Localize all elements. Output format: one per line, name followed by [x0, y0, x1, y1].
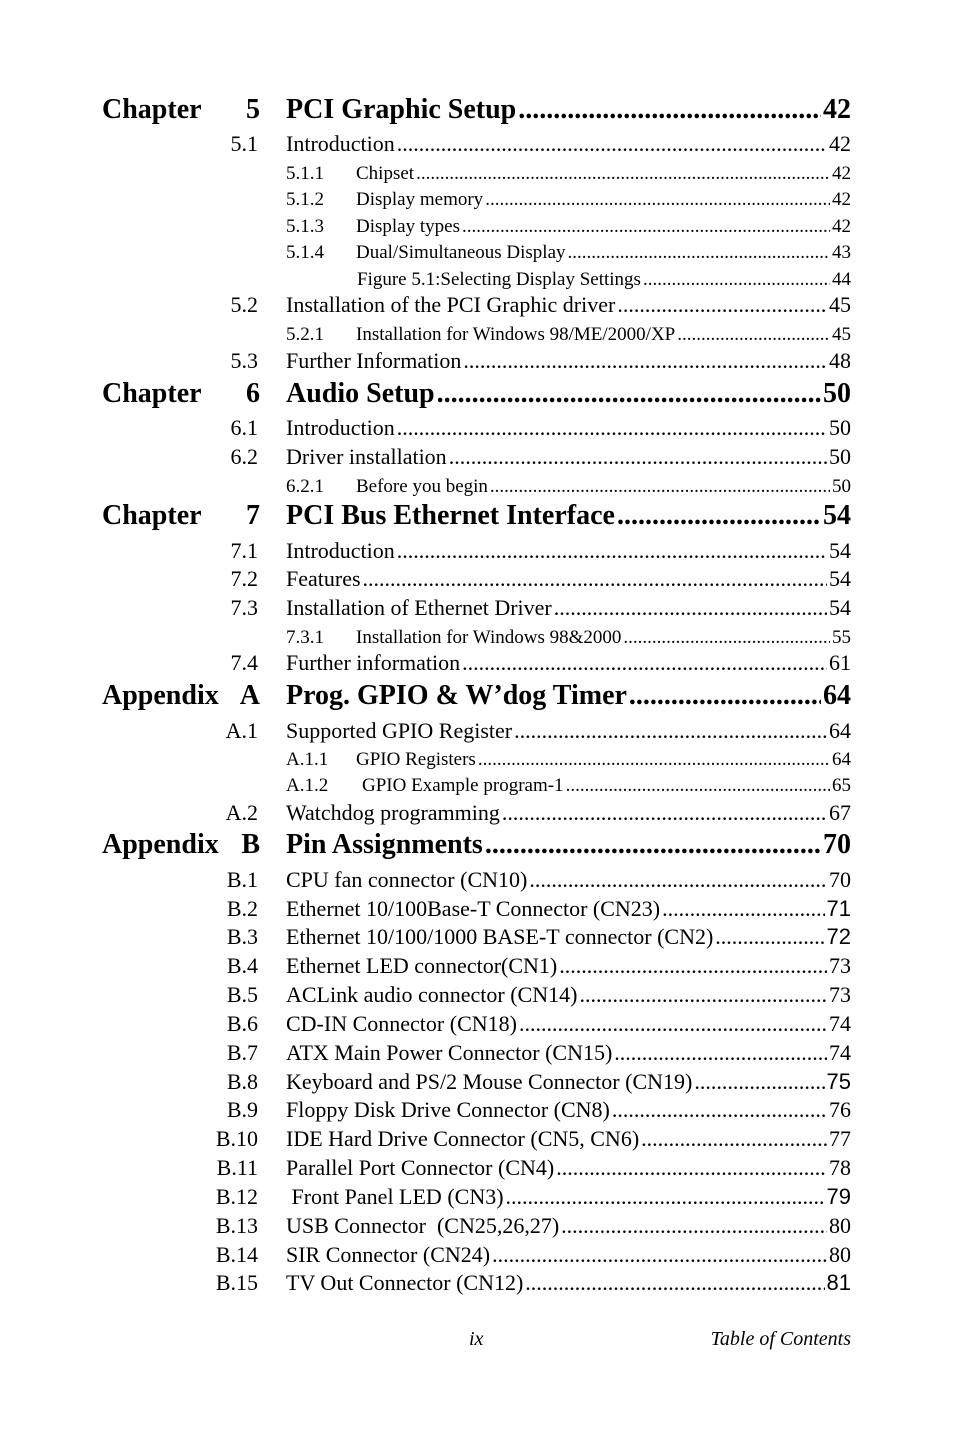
toc-entry-title: Features [286, 566, 361, 591]
toc-entry-number: B.6 [226, 1011, 258, 1036]
toc-entry-number: 5.2 [230, 292, 258, 317]
toc-page-number: 45 [829, 292, 851, 317]
toc-entry-title: ATX Main Power Connector (CN15) [286, 1040, 613, 1065]
toc-entry-number: 5.1.4 [286, 242, 324, 263]
toc-entry-number: B.2 [226, 896, 258, 921]
toc-entry-number: A.1.1 [286, 749, 329, 770]
toc-chapter-label: Chapter [102, 378, 202, 409]
toc-page-number: 42 [832, 163, 851, 184]
toc-page-number: 48 [829, 348, 851, 373]
toc-entry-title: Installation of the PCI Graphic driver [286, 292, 616, 317]
toc-entry-number: A.1.2 [286, 775, 329, 796]
toc-chapter-label: Appendix [102, 680, 219, 711]
toc-entry-number: 6.2 [230, 444, 258, 469]
toc-entry-title: Prog. GPIO & W’dog Timer [286, 680, 627, 711]
toc-entry-number: A.1 [225, 718, 258, 743]
toc-entry-title: Introduction [286, 415, 395, 440]
toc-page-number: 73 [829, 982, 851, 1007]
toc-entry-title: Further information [286, 650, 461, 675]
toc-entry-number: 7.3 [230, 595, 258, 620]
toc-entry-title: Introduction [286, 131, 395, 156]
toc-page-number: 42 [829, 131, 851, 156]
toc-page-number: 78 [829, 1155, 851, 1180]
toc-page-number: 75 [826, 1069, 851, 1094]
toc-page-number: 70 [829, 867, 851, 892]
toc-entry-number: B.13 [215, 1213, 258, 1238]
toc-entry-title: Floppy Disk Drive Connector (CN8) [286, 1097, 610, 1122]
toc-entry-number: B.7 [226, 1040, 258, 1065]
toc-entry-title: Installation for Windows 98/ME/2000/XP [356, 324, 676, 345]
toc-entry-title: Driver installation [286, 444, 447, 469]
toc-entry-title: GPIO Example program-1 [362, 775, 564, 796]
toc-entry-title: Dual/Simultaneous Display [356, 242, 566, 263]
toc-entry-title: CD-IN Connector (CN18) [286, 1011, 517, 1036]
toc-entry-number: 6.2.1 [286, 476, 324, 497]
toc-entry-number: B.3 [226, 924, 258, 949]
toc-entry-title: Ethernet 10/100Base-T Connector (CN23) [286, 896, 661, 921]
toc-page-number: 42 [832, 189, 851, 210]
toc-entry-title: Supported GPIO Register [286, 718, 513, 743]
toc-entry-title: SIR Connector (CN24) [286, 1242, 491, 1267]
toc-page-number: 54 [829, 566, 851, 591]
toc-entry-number: 7.3.1 [286, 627, 324, 648]
toc-page-number: 65 [832, 775, 851, 796]
toc-page-number: 54 [829, 538, 851, 563]
toc-chapter-label: Appendix [102, 829, 219, 860]
toc-entry-title: Before you begin [356, 476, 488, 497]
toc-entry-title: IDE Hard Drive Connector (CN5, CN6) [286, 1126, 640, 1151]
toc-page-number: 50 [829, 415, 851, 440]
toc-entry-number: B.5 [226, 982, 258, 1007]
toc-page-number: 79 [826, 1184, 851, 1209]
toc-page-number: 43 [832, 242, 851, 263]
toc-section-entry[interactable] [0, 786, 954, 826]
toc-entry-number: 6 [246, 378, 260, 409]
toc-entry-number: B.1 [226, 867, 258, 892]
toc-entry-number: 5 [246, 94, 260, 125]
toc-page-number: 74 [829, 1040, 851, 1065]
toc-page-number: 81 [826, 1270, 851, 1295]
toc-entry-title: Ethernet LED connector(CN1) [286, 953, 558, 978]
toc-section-entry[interactable] [0, 1256, 954, 1296]
toc-entry-title: Audio Setup [286, 378, 435, 409]
toc-entry-number: 5.1.1 [286, 163, 324, 184]
toc-page-number: 54 [823, 500, 851, 531]
toc-entry-number: 5.3 [230, 348, 258, 373]
toc-page-number: 42 [823, 94, 851, 125]
toc-page-number: 67 [829, 800, 851, 825]
toc-entry-title: Installation of Ethernet Driver [286, 595, 552, 620]
toc-entry-title: Installation for Windows 98&2000 [356, 627, 622, 648]
toc-entry-number: 5.1.2 [286, 189, 324, 210]
toc-entry-title: ACLink audio connector (CN14) [286, 982, 578, 1007]
toc-page-number: 64 [829, 718, 851, 743]
toc-page-number: 73 [829, 953, 851, 978]
toc-page-number: 80 [829, 1242, 851, 1267]
toc-entry-title: Display types [356, 216, 460, 237]
toc-entry-title: Front Panel LED (CN3) [286, 1184, 504, 1209]
toc-page-number: 70 [823, 829, 851, 860]
toc-page-number: 42 [832, 216, 851, 237]
toc-entry-title: Keyboard and PS/2 Mouse Connector (CN19) [286, 1069, 693, 1094]
toc-entry-title: Watchdog programming [286, 800, 500, 825]
toc-entry-title: Chipset [356, 163, 415, 184]
toc-page-number: 80 [829, 1213, 851, 1238]
toc-entry-title-line [286, 1270, 851, 1296]
toc-entry-number: 7.4 [230, 650, 258, 675]
toc-section-entry[interactable] [0, 334, 954, 374]
toc-section-entry[interactable] [0, 636, 954, 676]
toc-entry-number: B.10 [215, 1126, 258, 1151]
toc-entry-number: B.9 [226, 1097, 258, 1122]
dot-leader [525, 1270, 824, 1296]
toc-entry-number: 5.2.1 [286, 324, 324, 345]
toc-entry-number: 5.1.3 [286, 216, 324, 237]
toc-page-number: 64 [832, 749, 851, 770]
toc-entry-number: 7.2 [230, 566, 258, 591]
toc-page-number: 45 [832, 324, 851, 345]
toc-entry-title: TV Out Connector (CN12) [286, 1270, 524, 1295]
toc-entry-title: USB Connector (CN25,26,27) [286, 1213, 560, 1238]
toc-page-number: 76 [829, 1097, 851, 1122]
toc-entry-number: B [241, 829, 260, 860]
toc-page-number: 50 [832, 476, 851, 497]
toc-entry-title: Pin Assignments [286, 829, 483, 860]
toc-entry-title: PCI Bus Ethernet Interface [286, 500, 615, 531]
toc-page-number: 54 [829, 595, 851, 620]
toc-entry-title: Further Information [286, 348, 462, 373]
toc-entry-number: 7 [246, 500, 260, 531]
toc-entry-number: 6.1 [230, 415, 258, 440]
toc-page-number: 74 [829, 1011, 851, 1036]
footer-page-number: ix [469, 1328, 484, 1350]
toc-page-number: 55 [832, 627, 851, 648]
toc-page-number: 50 [829, 444, 851, 469]
toc-entry-title: GPIO Registers [356, 749, 476, 770]
toc-entry-number: A.2 [225, 800, 258, 825]
toc-entry-number: 7.1 [230, 538, 258, 563]
toc-entry-number: B.8 [226, 1069, 258, 1094]
toc-entry-title: Ethernet 10/100/1000 BASE-T connector (CN2) [286, 924, 714, 949]
toc-entry-number: B.4 [226, 953, 258, 978]
footer-section-title: Table of Contents [710, 1328, 851, 1350]
toc-page-number: 77 [829, 1126, 851, 1151]
toc-chapter-label: Chapter [102, 94, 202, 125]
toc-page-number: 72 [826, 924, 851, 949]
toc-entry-number: B.15 [215, 1270, 258, 1295]
toc-entry-number: 5.1 [230, 131, 258, 156]
toc-entry-title: Display memory [356, 189, 484, 210]
toc-entry-number: A [239, 680, 260, 711]
toc-entry-number: B.12 [215, 1184, 258, 1209]
toc-chapter-label: Chapter [102, 500, 202, 531]
toc-page-number: 61 [829, 650, 851, 675]
toc-page-number: 50 [823, 378, 851, 409]
toc-entry-title: PCI Graphic Setup [286, 94, 517, 125]
toc-entry-title: CPU fan connector (CN10) [286, 867, 528, 892]
toc-page-number: 71 [826, 896, 851, 921]
toc-entry-number: B.14 [215, 1242, 258, 1267]
toc-entry-title: Figure 5.1:Selecting Display Settings [357, 269, 641, 290]
toc-page-number: 64 [823, 680, 851, 711]
toc-entry-title: Parallel Port Connector (CN4) [286, 1155, 555, 1180]
toc-entry-number: B.11 [216, 1155, 258, 1180]
toc-entry-title: Introduction [286, 538, 395, 563]
toc-page-number: 44 [832, 269, 851, 290]
